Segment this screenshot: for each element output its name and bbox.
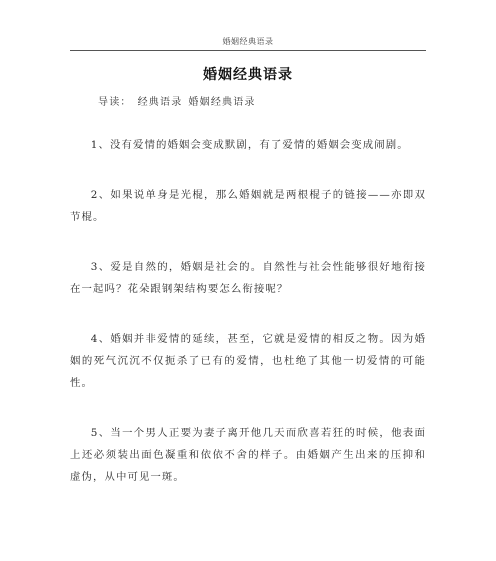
intro-line [98,93,262,108]
header-divider [70,50,426,51]
quote-paragraph: 1、没有爱情的婚姻会变成默剧，有了爱情的婚姻会变成闹剧。 [90,139,409,151]
intro-label: 导读： [98,97,132,108]
intro-keyword: 婚姻经典语录 [188,97,256,108]
running-header: 婚姻经典语录 [222,37,274,46]
quote-paragraph: 5、当一个男人正要为妻子离开他几天而欣喜若狂的时候，他表面上还必须装出面色凝重和依依不舍的样子。由婚姻产生出来的压抑和虚伪，从中可见一斑。 [70,427,426,483]
intro-keyword: 经典语录 [137,97,183,108]
document-body [70,134,426,516]
quote-paragraph: 4、婚姻并非爱情的延续，甚至，它就是爱情的相反之物。因为婚姻的死气沉沉不仅扼杀了已有的爱情，也杜绝了其他一切爱情的可能性。 [70,333,426,389]
quote-paragraph: 2、如果说单身是光棍，那么婚姻就是两根棍子的链接——亦即双节棍。 [70,189,426,223]
quote-paragraph: 3、爱是自然的，婚姻是社会的。自然性与社会性能够很好地衔接在一起吗？花朵跟钢架结构要怎么衔接呢？ [70,261,426,295]
document-title: 婚姻经典语录 [203,67,293,83]
